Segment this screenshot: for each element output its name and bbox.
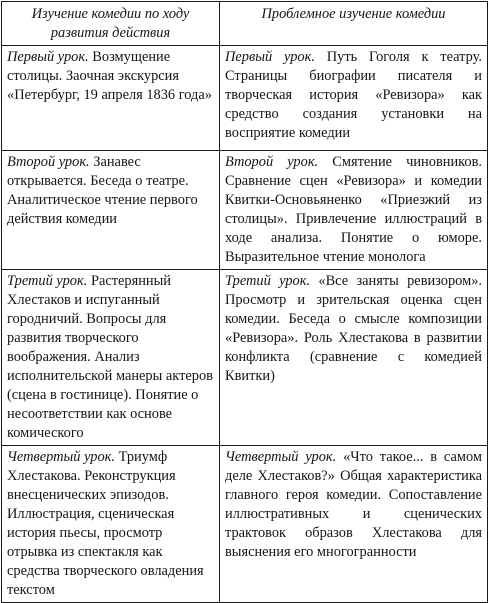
lesson-text: Смятение чиновников. Сравнение сцен «Ревизора» и комедии Квитки-Основьяненко «Приезжий из столицы». Привлечение иллюстраций в ходе анализа. Понятие о юморе. Выразительное чтение монолога [225,154,483,265]
cell-lesson-2-problem [220,151,488,270]
lesson-comparison-table [1,1,488,603]
lesson-label: Третий урок. [7,273,88,289]
cell-lesson-4-problem [220,446,488,603]
cell-lesson-1-problem [220,46,488,151]
header-plot-development-study: Изучение комедии по ходу развития действия [2,2,220,46]
lesson-label: Третий урок. [225,273,311,289]
lesson-label: Второй урок. [225,154,319,170]
cell-lesson-3-problem [220,270,488,446]
lesson-text: «Все заняты ревизором». Просмотр и зрительская оценка сцен комедии. Беседа о смысле композиции «Ревизора». Роль Хлестакова в развитии конфликта (сравнение с комедией Квитки) [225,273,482,384]
cell-lesson-1-plot [2,46,220,151]
lesson-label: Первый урок. [7,49,89,65]
table-row [2,151,488,270]
lesson-label: Четвертый урок. [7,449,115,465]
header-problem-study: Проблемное изучение комедии [220,2,488,46]
lesson-label: Первый урок. [225,49,315,65]
table-row [2,46,488,151]
table-header-row [2,2,488,46]
table-row [2,270,488,446]
lesson-label: Четвертый урок. [225,449,337,465]
table-row [2,446,488,603]
lesson-text: «Что такое... в самом деле Хлестаков?» Общая характеристика главного героя комедии. Сопоставление иллюстративных и сценических трактовок образов Хлестакова для выяснения его многогранности [225,449,483,560]
cell-lesson-3-plot [2,270,220,446]
lesson-label: Второй урок. [7,154,90,170]
cell-lesson-2-plot [2,151,220,270]
lesson-text: Занавес открывается. Беседа о театре. Аналитическое чтение первого действия комедии [7,154,198,227]
lesson-text: Путь Гоголя к театру. Страницы биографии писателя и творческая история «Ревизора» как средство создания установки на восприятие комедии [225,49,482,141]
lesson-text: Возмущение столицы. Заочная экскурсия «Петербург, 19 апреля 1836 года» [7,49,212,103]
lesson-text: Триумф Хлестакова. Реконструкция внесценических эпизодов. Иллюстрация, сценическая история пьесы, просмотр отрывка из спектакля как средства творческого овладения текстом [7,449,204,598]
cell-lesson-4-plot [2,446,220,603]
lesson-text: Растерянный Хлестаков и испуганный городничий. Вопросы для развития творческого воображения. Анализ исполнительской манеры актеров (сцена в гостинице). Понятие о несоответствии как основе комического [7,273,213,441]
